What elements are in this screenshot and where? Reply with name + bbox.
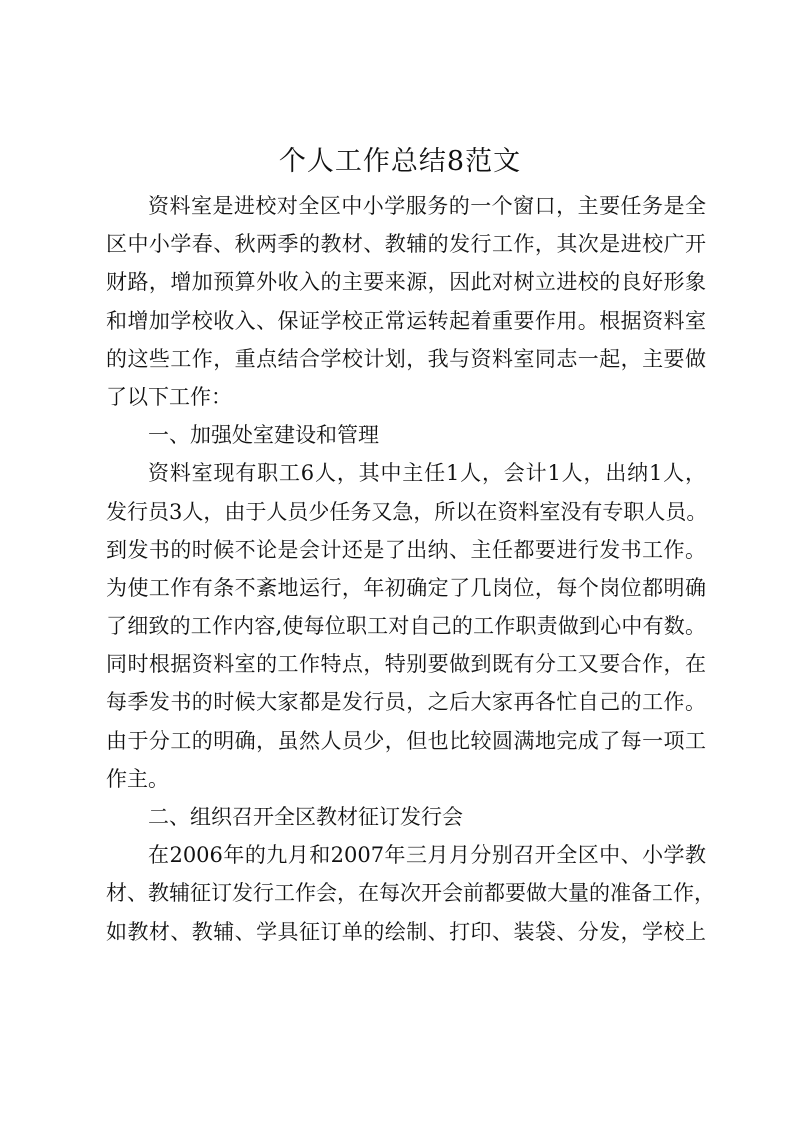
text-line: 到发书的时候不论是会计还是了出纳、主任都要进行发书工作。 bbox=[106, 537, 706, 562]
text-line: 如教材、教辅、学具征订单的绘制、打印、装袋、分发，学校上 bbox=[106, 919, 706, 944]
text-line: 同时根据资料室的工作特点，特别要做到既有分工又要合作，在 bbox=[106, 652, 706, 677]
text-line: 材、教辅征订发行工作会，在每次开会前都要做大量的准备工作， bbox=[106, 881, 715, 906]
text-line: 在2006年的九月和2007年三月月分别召开全区中、小学教 bbox=[148, 843, 706, 868]
text-line: 每季发书的时候大家都是发行员，之后大家再各忙自己的工作。 bbox=[106, 690, 706, 715]
text-line: 一、加强处室建设和管理 bbox=[148, 423, 379, 448]
text-line: 的这些工作，重点结合学校计划，我与资料室同志一起，主要做 bbox=[106, 346, 706, 371]
text-line: 和增加学校收入、保证学校正常运转起着重要作用。根据资料室 bbox=[106, 308, 706, 333]
text-line: 了以下工作： bbox=[106, 384, 232, 409]
text-line: 资料室是进校对全区中小学服务的一个窗口，主要任务是全 bbox=[148, 194, 706, 218]
text-line: 为使工作有条不紊地运行，年初确定了几岗位，每个岗位都明确 bbox=[106, 575, 706, 600]
document-title: 个人工作总结8范文 bbox=[278, 146, 522, 177]
text-line: 资料室现有职工6人，其中主任1人，会计1人，出纳1人， bbox=[148, 461, 706, 486]
text-line: 发行员3人，由于人员少任务又急，所以在资料室没有专职人员。 bbox=[106, 499, 708, 524]
text-line: 了细致的工作内容,使每位职工对自己的工作职责做到心中有数。 bbox=[106, 614, 706, 639]
text-line: 由于分工的明确，虽然人员少，但也比较圆满地完成了每一项工 bbox=[106, 728, 706, 753]
document-body bbox=[106, 187, 715, 951]
text-line: 二、组织召开全区教材征订发行会 bbox=[148, 805, 463, 829]
text-line: 区中小学春、秋两季的教材、教辅的发行工作，其次是进校广开 bbox=[106, 232, 706, 257]
text-line: 作主。 bbox=[106, 766, 169, 791]
text-line: 财路，增加预算外收入的主要来源，因此对树立进校的良好形象 bbox=[106, 270, 706, 295]
